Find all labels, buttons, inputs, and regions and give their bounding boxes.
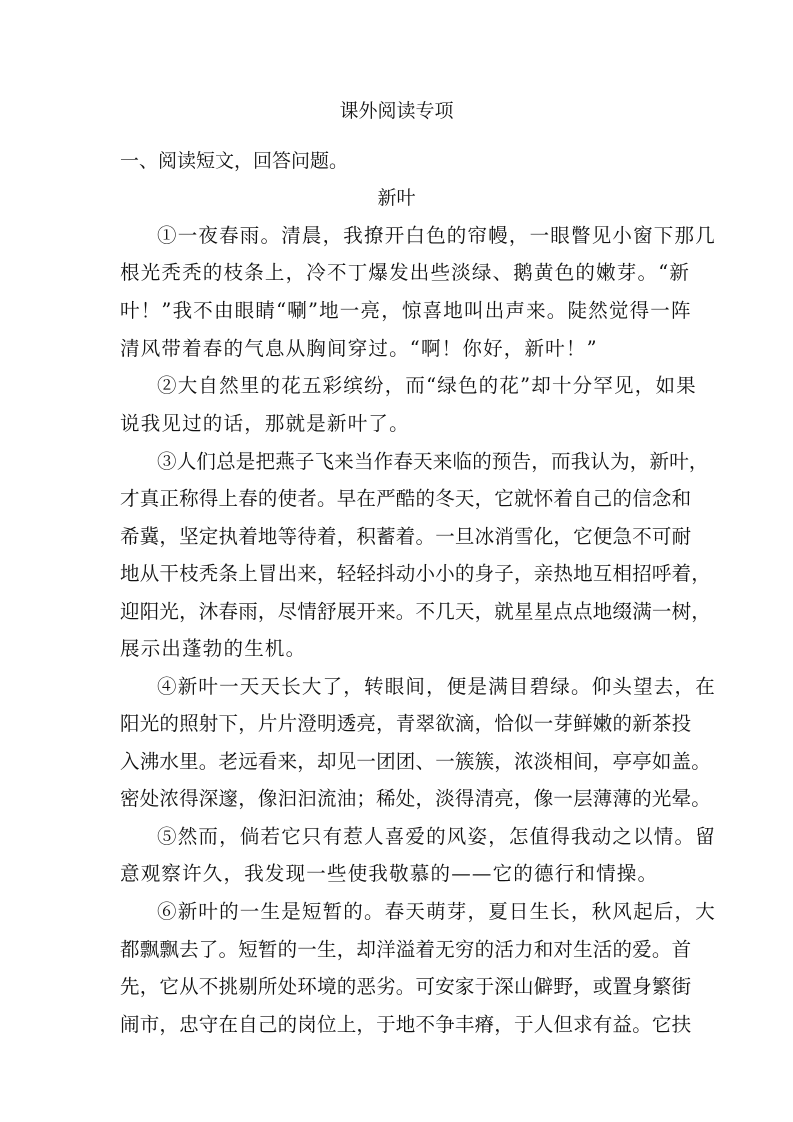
text-line: ⑥新叶的一生是短暂的。春天萌芽，夏日生长，秋风起后，大 xyxy=(157,900,716,923)
text-line: 入沸水里。老远看来，却见一团团、一簇簇，浓淡相间，亭亭如盖。 xyxy=(120,750,712,773)
text-line: 阳光的照射下，片片澄明透亮，青翠欲滴，恰似一芽鲜嫩的新茶投 xyxy=(120,712,692,735)
text-line: 先，它从不挑剔所处环境的恶劣。可安家于深山僻野，或置身繁街 xyxy=(120,975,692,998)
text-line: 都飘飘去了。短暂的一生，却洋溢着无穷的活力和对生活的爱。首 xyxy=(120,938,692,961)
text-line: 才真正称得上春的使者。早在严酷的冬天，它就怀着自己的信念和 xyxy=(120,487,692,510)
text-line: 清风带着春的气息从胸间穿过。“啊！你好，新叶！” xyxy=(120,337,598,360)
text-line: 意观察许久，我发现一些使我敬慕的——它的德行和情操。 xyxy=(120,862,659,885)
article-title: 新叶 xyxy=(377,187,416,209)
text-line: 地从干枝秃条上冒出来，轻轻抖动小小的身子，亲热地互相招呼着， xyxy=(120,562,712,585)
text-line: ④新叶一天天长大了，转眼间，便是满目碧绿。仰头望去，在 xyxy=(157,675,716,698)
page-title: 课外阅读专项 xyxy=(339,100,454,122)
text-line: ①一夜春雨。清晨，我撩开白色的帘幔，一眼瞥见小窗下那几 xyxy=(157,224,716,247)
text-line: ⑤然而，倘若它只有惹人喜爱的风姿，怎值得我动之以情。留 xyxy=(157,825,716,848)
text-line: 希冀，坚定执着地等待着，积蓄着。一旦冰消雪化，它便急不可耐 xyxy=(120,525,692,548)
text-line: ③人们总是把燕子飞来当作春天来临的预告，而我认为，新叶， xyxy=(157,450,709,473)
text-line: 说我见过的话，那就是新叶了。 xyxy=(120,412,410,435)
text-line: 闹市，忠守在自己的岗位上，于地不争丰瘠，于人但求有益。它扶 xyxy=(120,1013,692,1036)
text-line: 根光秃秃的枝条上，冷不丁爆发出些淡绿、鹅黄色的嫩芽。“新 xyxy=(120,261,691,284)
text-line: 密处浓得深邃，像汩汩流油；稀处，淡得清亮，像一层薄薄的光晕。 xyxy=(120,787,712,810)
text-line: ②大自然里的花五彩缤纷，而“绿色的花”却十分罕见，如果 xyxy=(157,374,697,397)
text-line: 叶！”我不由眼睛“唰”地一亮，惊喜地叫出声来。陡然觉得一阵 xyxy=(120,299,692,322)
text-line: 迎阳光，沐春雨，尽情舒展开来。不几天，就星星点点地缀满一树， xyxy=(120,600,712,623)
text-line: 展示出蓬勃的生机。 xyxy=(120,637,307,660)
section-heading: 一、阅读短文，回答问题。 xyxy=(120,150,349,172)
